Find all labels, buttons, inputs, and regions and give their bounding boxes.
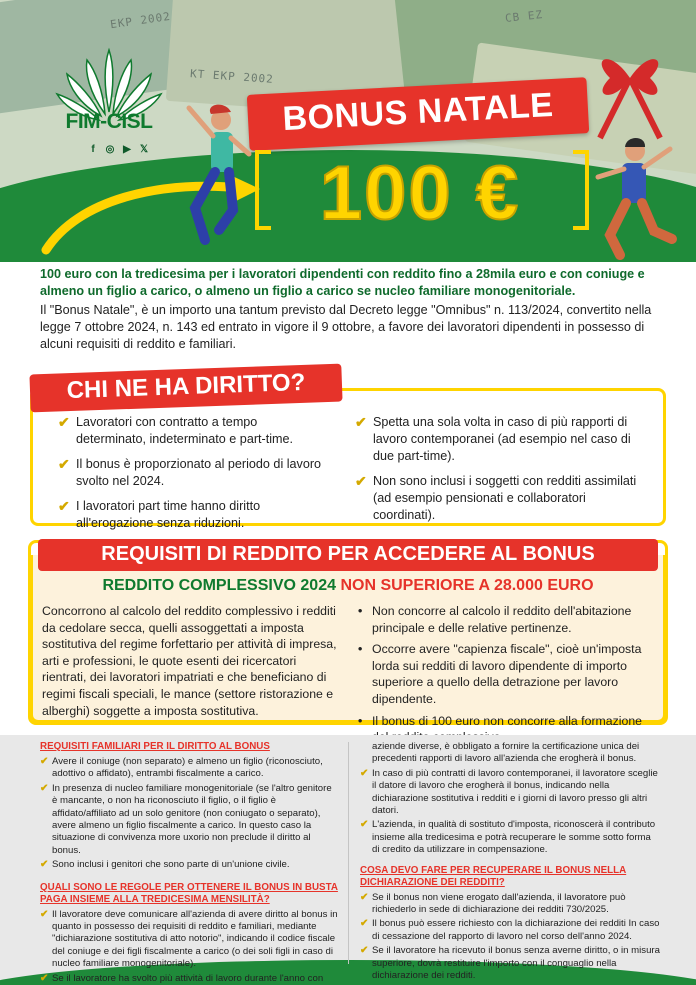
list-item-text: In presenza di nucleo familiare monogenitoriale (se l'altro genitore è mancante, o non ha riconosciuto il figlio, o il figlio è affidato/affiliato ad un solo genitore (non coniugato o separato), avere almeno un figlio fiscalmente a carico. In questo caso la situazione di convivenza more uxorio non preclude il diritto al bonus. (52, 782, 332, 856)
check-icon: ✔ (40, 972, 49, 984)
list-item (40, 756, 338, 781)
income-right-column (358, 603, 658, 751)
bullet-icon: • (358, 642, 363, 657)
bullet-icon: • (358, 604, 363, 618)
bullet-icon: • (358, 713, 363, 728)
instagram-icon[interactable]: ◎ (105, 144, 115, 155)
income-subtitle (38, 577, 658, 595)
check-icon: ✔ (58, 498, 70, 514)
list-item (358, 603, 658, 636)
column-divider (348, 742, 349, 964)
youtube-icon[interactable]: ▶ (123, 144, 131, 155)
banknote-text: CB EZ (504, 8, 544, 25)
list-item (40, 783, 338, 857)
check-icon: ✔ (360, 767, 369, 779)
intro-text (40, 266, 672, 355)
list-item (358, 641, 658, 707)
list-item-text: In caso di più contratti di lavoro contemporanei, il lavoratore sceglie il datore di lavoro che erogherà il bonus, indicando nella dichiarazione sostitutiva i redditi e i giorni di lavoro presso gli altri datori. (372, 767, 658, 817)
check-icon: ✔ (360, 819, 369, 831)
list-item-text: Se il lavoratore ha svolto più attività di lavoro durante l'anno con (52, 972, 324, 984)
list-item-text: Il bonus di 100 euro non concorre alla formazione (372, 713, 643, 728)
list-item-text: Sono inclusi i genitori che sono parte di un'unione civile. (52, 859, 290, 871)
facebook-icon[interactable]: f (91, 144, 95, 155)
list-item (355, 414, 650, 465)
list-item-text: Non concorre al calcolo il reddito dell'abitazione principale e delle relative pertinenze. (372, 604, 632, 635)
page-title: BONUS NATALE (281, 85, 555, 139)
check-icon: ✔ (355, 473, 367, 489)
list-item (360, 819, 660, 856)
section-heading: COSA DEVO FARE PER RECUPERARE IL BONUS NELLA DICHIARAZIONE DEI REDDITI? (360, 864, 627, 888)
list-item-text: Il bonus può essere richiesto con la dichiarazione dei redditi In caso di cessazione del rapporto di lavoro nel corso dell'anno 2024. (372, 918, 660, 942)
check-icon: ✔ (360, 945, 369, 957)
list-item-text: Spetta una sola volta in caso di più rapporti di lavoro contemporanei (ad esempio nel caso di due part-time). (373, 415, 631, 463)
list-item-text: L'azienda, in qualità di sostituto d'imposta, riconoscerà il contributo insieme alla tredicesima e potrà recuperare le somme sotto forma di credito da utilizzare in compensazione. (372, 819, 656, 856)
list-item (58, 498, 328, 532)
list-item-text: Occorre avere "capienza fiscale", cioè un'imposta lorda sui redditi di lavoro dipendente di importo superiore a quello della detrazione per lavoro dipendente. (372, 642, 642, 706)
list-item (360, 918, 660, 943)
income-subtitle-green: REDDITO COMPLESSIVO 2024 (102, 577, 336, 594)
banknote-text: KT EKP 2002 (189, 67, 275, 86)
list-item-text: Se il bonus non viene erogato dall'azienda, il lavoratore può richiederlo in sede di dichiarazione dei redditi 730/2025. (372, 891, 626, 916)
list-item-text: Non sono inclusi i soggetti con redditi assimilati (ad esempio pensionati e collaboratori coordinati). (373, 474, 637, 522)
check-icon: ✔ (40, 859, 49, 871)
list-item-text: Il lavoratore deve comunicare all'azienda di avere diritto al bonus in quanto in possesso dei requisiti di reddito e familiari, mediante "dichiarazione sostitutiva di atto notorio", indicando il codice fiscale del coniuge e dei figli fiscalmente a carico (o dei soli figli in caso di nucleo familiare monogenitoriale). (52, 908, 338, 970)
list-item (58, 414, 328, 448)
section-heading: REQUISITI FAMILIARI PER IL DIRITTO AL BONUS (40, 741, 270, 752)
social-links (88, 145, 149, 155)
check-icon: ✔ (360, 891, 369, 903)
list-item (360, 892, 660, 917)
eligibility-right-column (355, 414, 650, 532)
list-item (355, 473, 650, 524)
list-item-text: Se il lavoratore ha ricevuto il bonus senza averne diritto, o in misura superiore, dovrà restituire l'importo con il conguaglio nella dichiarazione dei redditi. (372, 945, 660, 982)
check-icon: ✔ (58, 456, 70, 472)
list-item-text: Il bonus è proporzionato al periodo di lavoro svolto nel 2024. (76, 457, 322, 488)
section-heading: QUALI SONO LE REGOLE PER OTTENERE IL BONUS IN BUSTA PAGA INSIEME ALLA TREDICESIMA MENSILITÀ? (40, 881, 338, 905)
brand-name: FIM-CISL (65, 110, 153, 133)
list-item (360, 741, 660, 766)
list-item (40, 909, 338, 971)
x-icon[interactable]: 𝕏 (139, 144, 149, 155)
eligibility-left-column (58, 414, 328, 540)
income-subtitle-red: NON SUPERIORE A 28.000 EURO (340, 577, 594, 594)
bonus-amount: 100 € (319, 151, 521, 236)
family-requirements (40, 741, 338, 985)
check-icon: ✔ (58, 414, 70, 430)
check-icon: ✔ (355, 414, 367, 430)
income-left-text: Concorrono al calcolo del reddito complessivo i redditi da cedolare secca, quelli assoggettati a imposta sostitutiva del regime forfettario per attività di impresa, arti e professioni, le quote esenti dei ricercatori rientrati, dei lavoratori impatriati e che beneficiano di regimi fiscali speciali, le mance (settore ristorazione e alberghi) soggette a imposta sostitutiva. (42, 604, 337, 718)
list-item (40, 973, 338, 985)
intro-paragraph: 100 euro con la tredicesima per i lavoratori dipendenti con reddito fino a 28mila euro e con coniuge e almeno un figlio a carico, o almeno un figlio a carico se nucleo familiare monogenitoriale. (40, 267, 645, 298)
jumping-woman-figure (175, 100, 255, 250)
hero-banner (0, 0, 696, 262)
income-title: REQUISITI DI REDDITO PER ACCEDERE AL BONUS (101, 543, 595, 565)
eligibility-title: CHI NE HA DIRITTO? (66, 368, 306, 405)
list-item (40, 859, 338, 871)
bracket-right (573, 150, 589, 230)
intro-paragraph: Il "Bonus Natale", è un importo una tantum previsto dal Decreto legge "Omnibus" n. 113/2024, convertito nella legge 7 ottobre 2024, n. 143 ed entrato in vigore il 9 ottobre, a favore dei lavoratori dipendenti in possesso di alcuni requisiti di reddito e familiari. (40, 303, 652, 351)
list-item (360, 768, 660, 818)
list-item (58, 456, 328, 490)
running-man-figure (590, 135, 680, 260)
check-icon: ✔ (40, 782, 49, 794)
rules-and-recovery (360, 741, 660, 985)
list-item-text: Lavoratori con contratto a tempo determinato, indeterminato e part-time. (76, 415, 293, 446)
check-icon: ✔ (360, 918, 369, 930)
list-item-text: aziende diverse, è obbligato a fornire la certificazione unica dei precedenti rapporti di lavoro all'azienda che erogherà il bonus. (372, 741, 640, 765)
list-item (360, 945, 660, 982)
list-item-text: I lavoratori part time hanno diritto all'erogazione senza riduzioni. (76, 499, 261, 530)
check-icon: ✔ (40, 756, 49, 767)
list-item-text: Avere il coniuge (non separato) e almeno un figlio (riconosciuto, adottivo o affidato), entrambi fiscalmente a carico. (52, 756, 323, 780)
check-icon: ✔ (40, 908, 49, 920)
banknote-text: EKP 2002 (109, 9, 172, 32)
